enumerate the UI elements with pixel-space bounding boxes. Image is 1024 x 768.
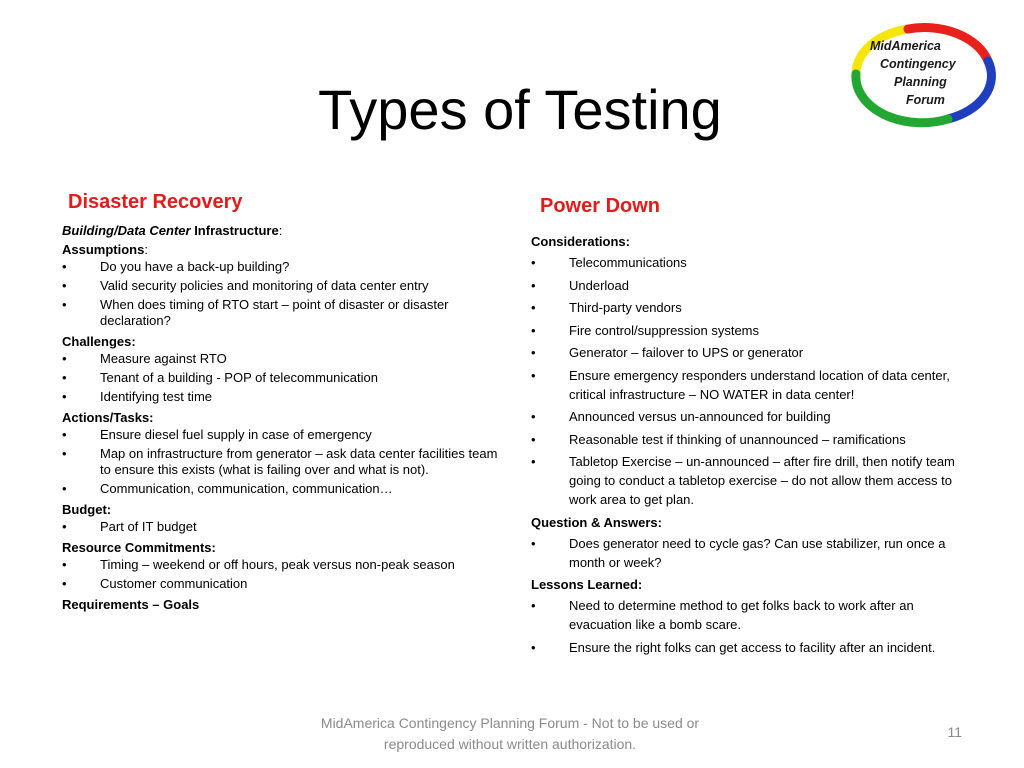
resources-list: [62, 557, 502, 592]
challenges-list: [62, 351, 502, 405]
list-item: • Underload: [531, 276, 963, 295]
list-item: • Does generator need to cycle gas? Can use stabilizer, run once a month or week?: [531, 534, 963, 572]
list-item: • Part of IT budget: [62, 519, 502, 535]
logo-text-forum: Forum: [906, 93, 945, 107]
list-item: • When does timing of RTO start – point of disaster or disaster declaration?: [62, 297, 502, 329]
list-item: • Do you have a back-up building?: [62, 259, 502, 275]
list-item: • Identifying test time: [62, 389, 502, 405]
list-item: • Customer communication: [62, 576, 502, 592]
budget-heading: Budget:: [62, 502, 112, 517]
logo-text-contingency: Contingency: [880, 57, 956, 71]
page-number: 11: [947, 724, 962, 740]
list-item: • Timing – weekend or off hours, peak versus non-peak season: [62, 557, 502, 573]
list-item: • Generator – failover to UPS or generator: [531, 343, 963, 362]
budget-list: [62, 519, 502, 535]
list-item: • Fire control/suppression systems: [531, 321, 963, 340]
qa-heading: Question & Answers:: [531, 514, 662, 530]
list-item: • Ensure the right folks can get access to facility after an incident.: [531, 638, 963, 657]
intro-colon: :: [278, 223, 283, 238]
list-item: • Ensure emergency responders understand location of data center, critical infrastructure – NO WATER in data center!: [531, 366, 963, 404]
list-item: • Ensure diesel fuel supply in case of emergency: [62, 427, 502, 443]
assumptions-label: Assumptions: [62, 242, 145, 257]
power-down-heading: Power Down: [540, 195, 661, 217]
list-item: • Reasonable test if thinking of unannounced – ramifications: [531, 430, 963, 449]
slide-title: Types of Testing: [318, 78, 722, 141]
disaster-recovery-heading: Disaster Recovery: [68, 191, 243, 213]
actions-list: [62, 427, 502, 497]
list-item: • Tenant of a building - POP of telecommunication: [62, 370, 502, 386]
list-item: • Announced versus un-announced for building: [531, 407, 963, 426]
list-item: • Communication, communication, communication…: [62, 481, 502, 497]
list-item: • Valid security policies and monitoring of data center entry: [62, 278, 502, 294]
lessons-heading: Lessons Learned:: [531, 577, 643, 592]
lessons-list: [531, 596, 963, 657]
challenges-heading: Challenges:: [62, 334, 136, 349]
list-item: • Map on infrastructure from generator – ask data center facilities team to ensure this exists (what is failing over and what is not).: [62, 446, 502, 478]
logo-text-planning: Planning: [894, 75, 947, 89]
disaster-recovery-column: [62, 188, 502, 614]
assumptions-heading: [62, 240, 502, 259]
actions-heading: Actions/Tasks:: [62, 410, 154, 425]
list-item: • Third-party vendors: [531, 298, 963, 317]
list-item: • Tabletop Exercise – un-announced – after fire drill, then notify team going to conduct a tabletop exercise – do not allow them access to work area to get plan.: [531, 452, 963, 509]
list-item: • Measure against RTO: [62, 351, 502, 367]
logo-text-midamerica: MidAmerica: [870, 39, 941, 53]
resources-heading: Resource Commitments:: [62, 540, 216, 555]
list-item: • Need to determine method to get folks back to work after an evacuation like a bomb scare.: [531, 596, 963, 634]
requirements-heading: Requirements – Goals: [62, 597, 200, 612]
intro-italic: Building/Data Center: [62, 223, 191, 238]
power-down-column: [531, 192, 963, 660]
intro-bold: Infrastructure: [190, 223, 279, 238]
intro-line: [62, 221, 502, 240]
footer-line-2: reproduced without written authorization.: [383, 736, 637, 752]
considerations-list: [531, 253, 963, 509]
footer-disclaimer: [280, 713, 740, 755]
list-item: • Telecommunications: [531, 253, 963, 272]
footer-line-1: MidAmerica Contingency Planning Forum - Not to be used or: [320, 715, 700, 731]
assumptions-list: [62, 259, 502, 329]
midamerica-logo: [836, 16, 1000, 132]
considerations-heading: Considerations:: [531, 234, 630, 249]
qa-list: [531, 534, 963, 572]
assumptions-colon: :: [144, 242, 148, 257]
